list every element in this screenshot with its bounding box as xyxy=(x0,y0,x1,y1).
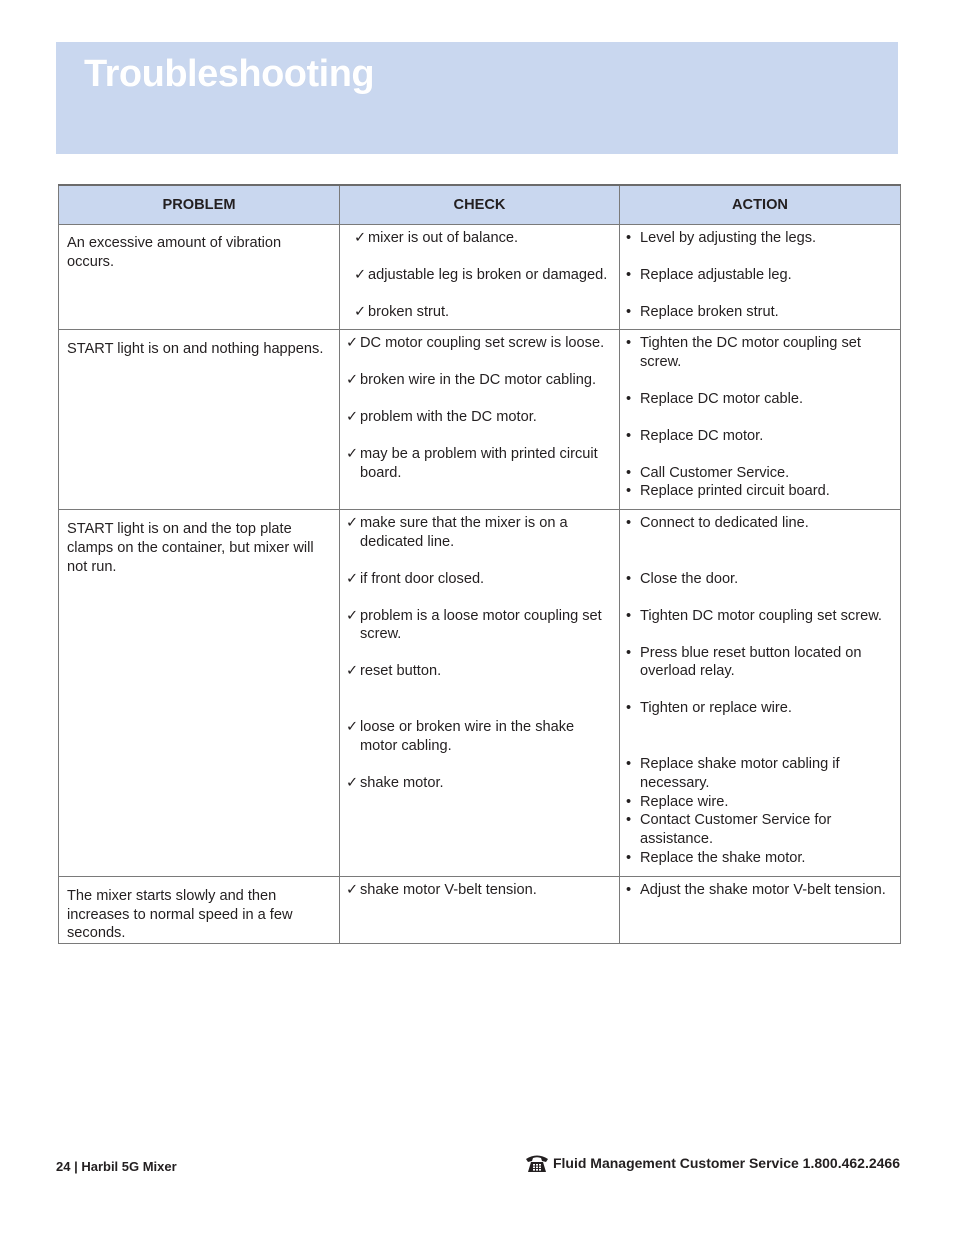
page-number-label: 24 | Harbil 5G Mixer xyxy=(56,1159,177,1174)
action-group xyxy=(626,881,894,900)
bullet-icon: • xyxy=(626,644,632,661)
action-item xyxy=(626,334,894,372)
column-header-problem: PROBLEM xyxy=(59,185,340,225)
check-cell xyxy=(340,876,620,943)
checkmark-icon: ✓ xyxy=(354,230,367,246)
bullet-icon: • xyxy=(626,483,632,500)
checkmark-icon: ✓ xyxy=(346,445,359,462)
bullet-icon: • xyxy=(626,570,632,587)
checkmark-icon: ✓ xyxy=(346,408,359,425)
check-text: DC motor coupling set screw is loose. xyxy=(360,335,605,352)
action-group xyxy=(626,570,894,589)
action-item xyxy=(626,699,894,718)
action-text: Call Customer Service. xyxy=(640,464,790,481)
table-row xyxy=(59,876,901,943)
problem-cell xyxy=(59,876,340,943)
check-item xyxy=(346,607,613,645)
action-item xyxy=(626,570,894,589)
action-item xyxy=(626,849,894,868)
bullet-icon: • xyxy=(626,266,632,283)
bullet-icon: • xyxy=(626,303,632,320)
action-group xyxy=(626,266,894,285)
action-item xyxy=(626,303,894,322)
problem-text: The mixer starts slowly and then increases to normal speed in a few seconds. xyxy=(67,887,293,942)
table-header-row xyxy=(59,185,901,225)
checkmark-icon: ✓ xyxy=(346,774,359,791)
action-item xyxy=(626,482,894,501)
check-item xyxy=(346,570,613,589)
checkmark-icon: ✓ xyxy=(354,303,367,320)
check-item xyxy=(346,881,613,900)
action-text: Contact Customer Service for assistance. xyxy=(640,812,832,848)
checkmark-icon: ✓ xyxy=(346,515,359,532)
bullet-icon: • xyxy=(626,230,632,246)
column-header-check: CHECK xyxy=(340,185,620,225)
action-text: Tighten the DC motor coupling set screw. xyxy=(640,335,861,371)
customer-service-text: Fluid Management Customer Service 1.800.462.2466 xyxy=(552,1155,900,1171)
action-text: Replace DC motor cable. xyxy=(640,390,804,407)
table-row xyxy=(59,510,901,877)
action-text: Replace DC motor. xyxy=(640,427,764,444)
action-cell xyxy=(620,510,901,877)
bullet-icon: • xyxy=(626,427,632,444)
checkmark-icon: ✓ xyxy=(346,881,359,898)
action-item xyxy=(626,390,894,409)
bullet-icon: • xyxy=(626,464,632,481)
check-text: make sure that the mixer is on a dedicated line. xyxy=(360,515,568,550)
check-text: adjustable leg is broken or damaged. xyxy=(368,266,608,283)
action-cell xyxy=(620,225,901,330)
check-text: if front door closed. xyxy=(360,570,485,587)
action-group xyxy=(626,699,894,718)
bullet-icon: • xyxy=(626,881,632,898)
action-text: Tighten or replace wire. xyxy=(640,700,792,717)
check-item xyxy=(346,371,613,390)
check-text: broken strut. xyxy=(368,303,450,320)
page-title: Troubleshooting xyxy=(84,53,375,95)
bullet-icon: • xyxy=(626,812,632,829)
action-text: Level by adjusting the legs. xyxy=(640,230,817,246)
check-text: mixer is out of balance. xyxy=(368,230,519,246)
action-group xyxy=(626,427,894,446)
problem-cell xyxy=(59,330,340,510)
bullet-icon: • xyxy=(626,607,632,624)
action-item xyxy=(626,229,894,248)
checkmark-icon: ✓ xyxy=(354,266,367,283)
action-text: Replace shake motor cabling if necessary. xyxy=(640,755,840,791)
header-band xyxy=(56,42,898,154)
action-item xyxy=(626,266,894,285)
check-item xyxy=(346,774,613,793)
action-item xyxy=(626,644,894,682)
table-row xyxy=(59,225,901,330)
check-item xyxy=(346,408,613,427)
check-item xyxy=(346,334,613,353)
problem-text: START light is on and the top plate clamps on the container, but mixer will not run. xyxy=(67,521,314,575)
action-text: Replace the shake motor. xyxy=(640,849,806,866)
check-item xyxy=(354,303,613,322)
checkmark-icon: ✓ xyxy=(346,570,359,587)
action-item xyxy=(626,755,894,793)
check-text: reset button. xyxy=(360,663,442,680)
check-text: problem is a loose motor coupling set screw. xyxy=(360,607,602,643)
action-group xyxy=(626,514,894,533)
checkmark-icon: ✓ xyxy=(346,372,359,389)
action-cell xyxy=(620,876,901,943)
action-group xyxy=(626,303,894,322)
bullet-icon: • xyxy=(626,793,632,810)
action-item xyxy=(626,607,894,626)
action-group xyxy=(626,644,894,682)
check-text: broken wire in the DC motor cabling. xyxy=(360,372,597,389)
checkmark-icon: ✓ xyxy=(346,607,359,624)
bullet-icon: • xyxy=(626,755,632,772)
check-text: problem with the DC motor. xyxy=(360,408,537,425)
check-text: shake motor. xyxy=(360,774,444,791)
action-text: Replace broken strut. xyxy=(640,303,779,320)
action-group xyxy=(626,390,894,409)
problem-cell xyxy=(59,225,340,330)
check-item xyxy=(346,718,613,756)
bullet-icon: • xyxy=(626,700,632,717)
checkmark-icon: ✓ xyxy=(346,335,359,352)
problem-text: START light is on and nothing happens. xyxy=(67,341,324,358)
action-text: Adjust the shake motor V-belt tension. xyxy=(640,881,886,898)
check-cell xyxy=(340,225,620,330)
action-text: Close the door. xyxy=(640,570,739,587)
table-row xyxy=(59,330,901,510)
telephone-icon xyxy=(524,1153,550,1173)
check-item xyxy=(354,229,613,248)
check-text: shake motor V-belt tension. xyxy=(360,881,537,898)
bullet-icon: • xyxy=(626,335,632,352)
customer-service-line xyxy=(524,1153,900,1173)
table-body xyxy=(59,225,901,944)
check-cell xyxy=(340,330,620,510)
action-text: Tighten DC motor coupling set screw. xyxy=(640,607,882,624)
action-item xyxy=(626,793,894,812)
action-item xyxy=(626,811,894,849)
action-text: Replace printed circuit board. xyxy=(640,483,830,500)
action-item xyxy=(626,427,894,446)
check-text: loose or broken wire in the shake motor cabling. xyxy=(360,718,575,754)
check-item xyxy=(346,445,613,483)
check-cell xyxy=(340,510,620,877)
troubleshooting-table xyxy=(58,184,901,944)
action-group xyxy=(626,229,894,248)
action-group xyxy=(626,464,894,502)
action-group xyxy=(626,607,894,626)
check-item xyxy=(354,266,613,285)
action-text: Press blue reset button located on overload relay. xyxy=(640,644,862,680)
action-cell xyxy=(620,330,901,510)
bullet-icon: • xyxy=(626,515,632,532)
action-text: Replace wire. xyxy=(640,793,729,810)
action-item xyxy=(626,881,894,900)
problem-text: An excessive amount of vibration occurs. xyxy=(67,235,282,270)
checkmark-icon: ✓ xyxy=(346,663,359,680)
action-item xyxy=(626,464,894,483)
action-text: Replace adjustable leg. xyxy=(640,266,792,283)
problem-cell xyxy=(59,510,340,877)
action-text: Connect to dedicated line. xyxy=(640,515,809,532)
action-item xyxy=(626,514,894,533)
check-text: may be a problem with printed circuit board. xyxy=(360,445,598,481)
action-group xyxy=(626,755,894,868)
action-group xyxy=(626,334,894,372)
bullet-icon: • xyxy=(626,849,632,866)
checkmark-icon: ✓ xyxy=(346,718,359,735)
check-item xyxy=(346,514,613,552)
check-item xyxy=(346,662,613,681)
column-header-action: ACTION xyxy=(620,185,901,225)
bullet-icon: • xyxy=(626,390,632,407)
